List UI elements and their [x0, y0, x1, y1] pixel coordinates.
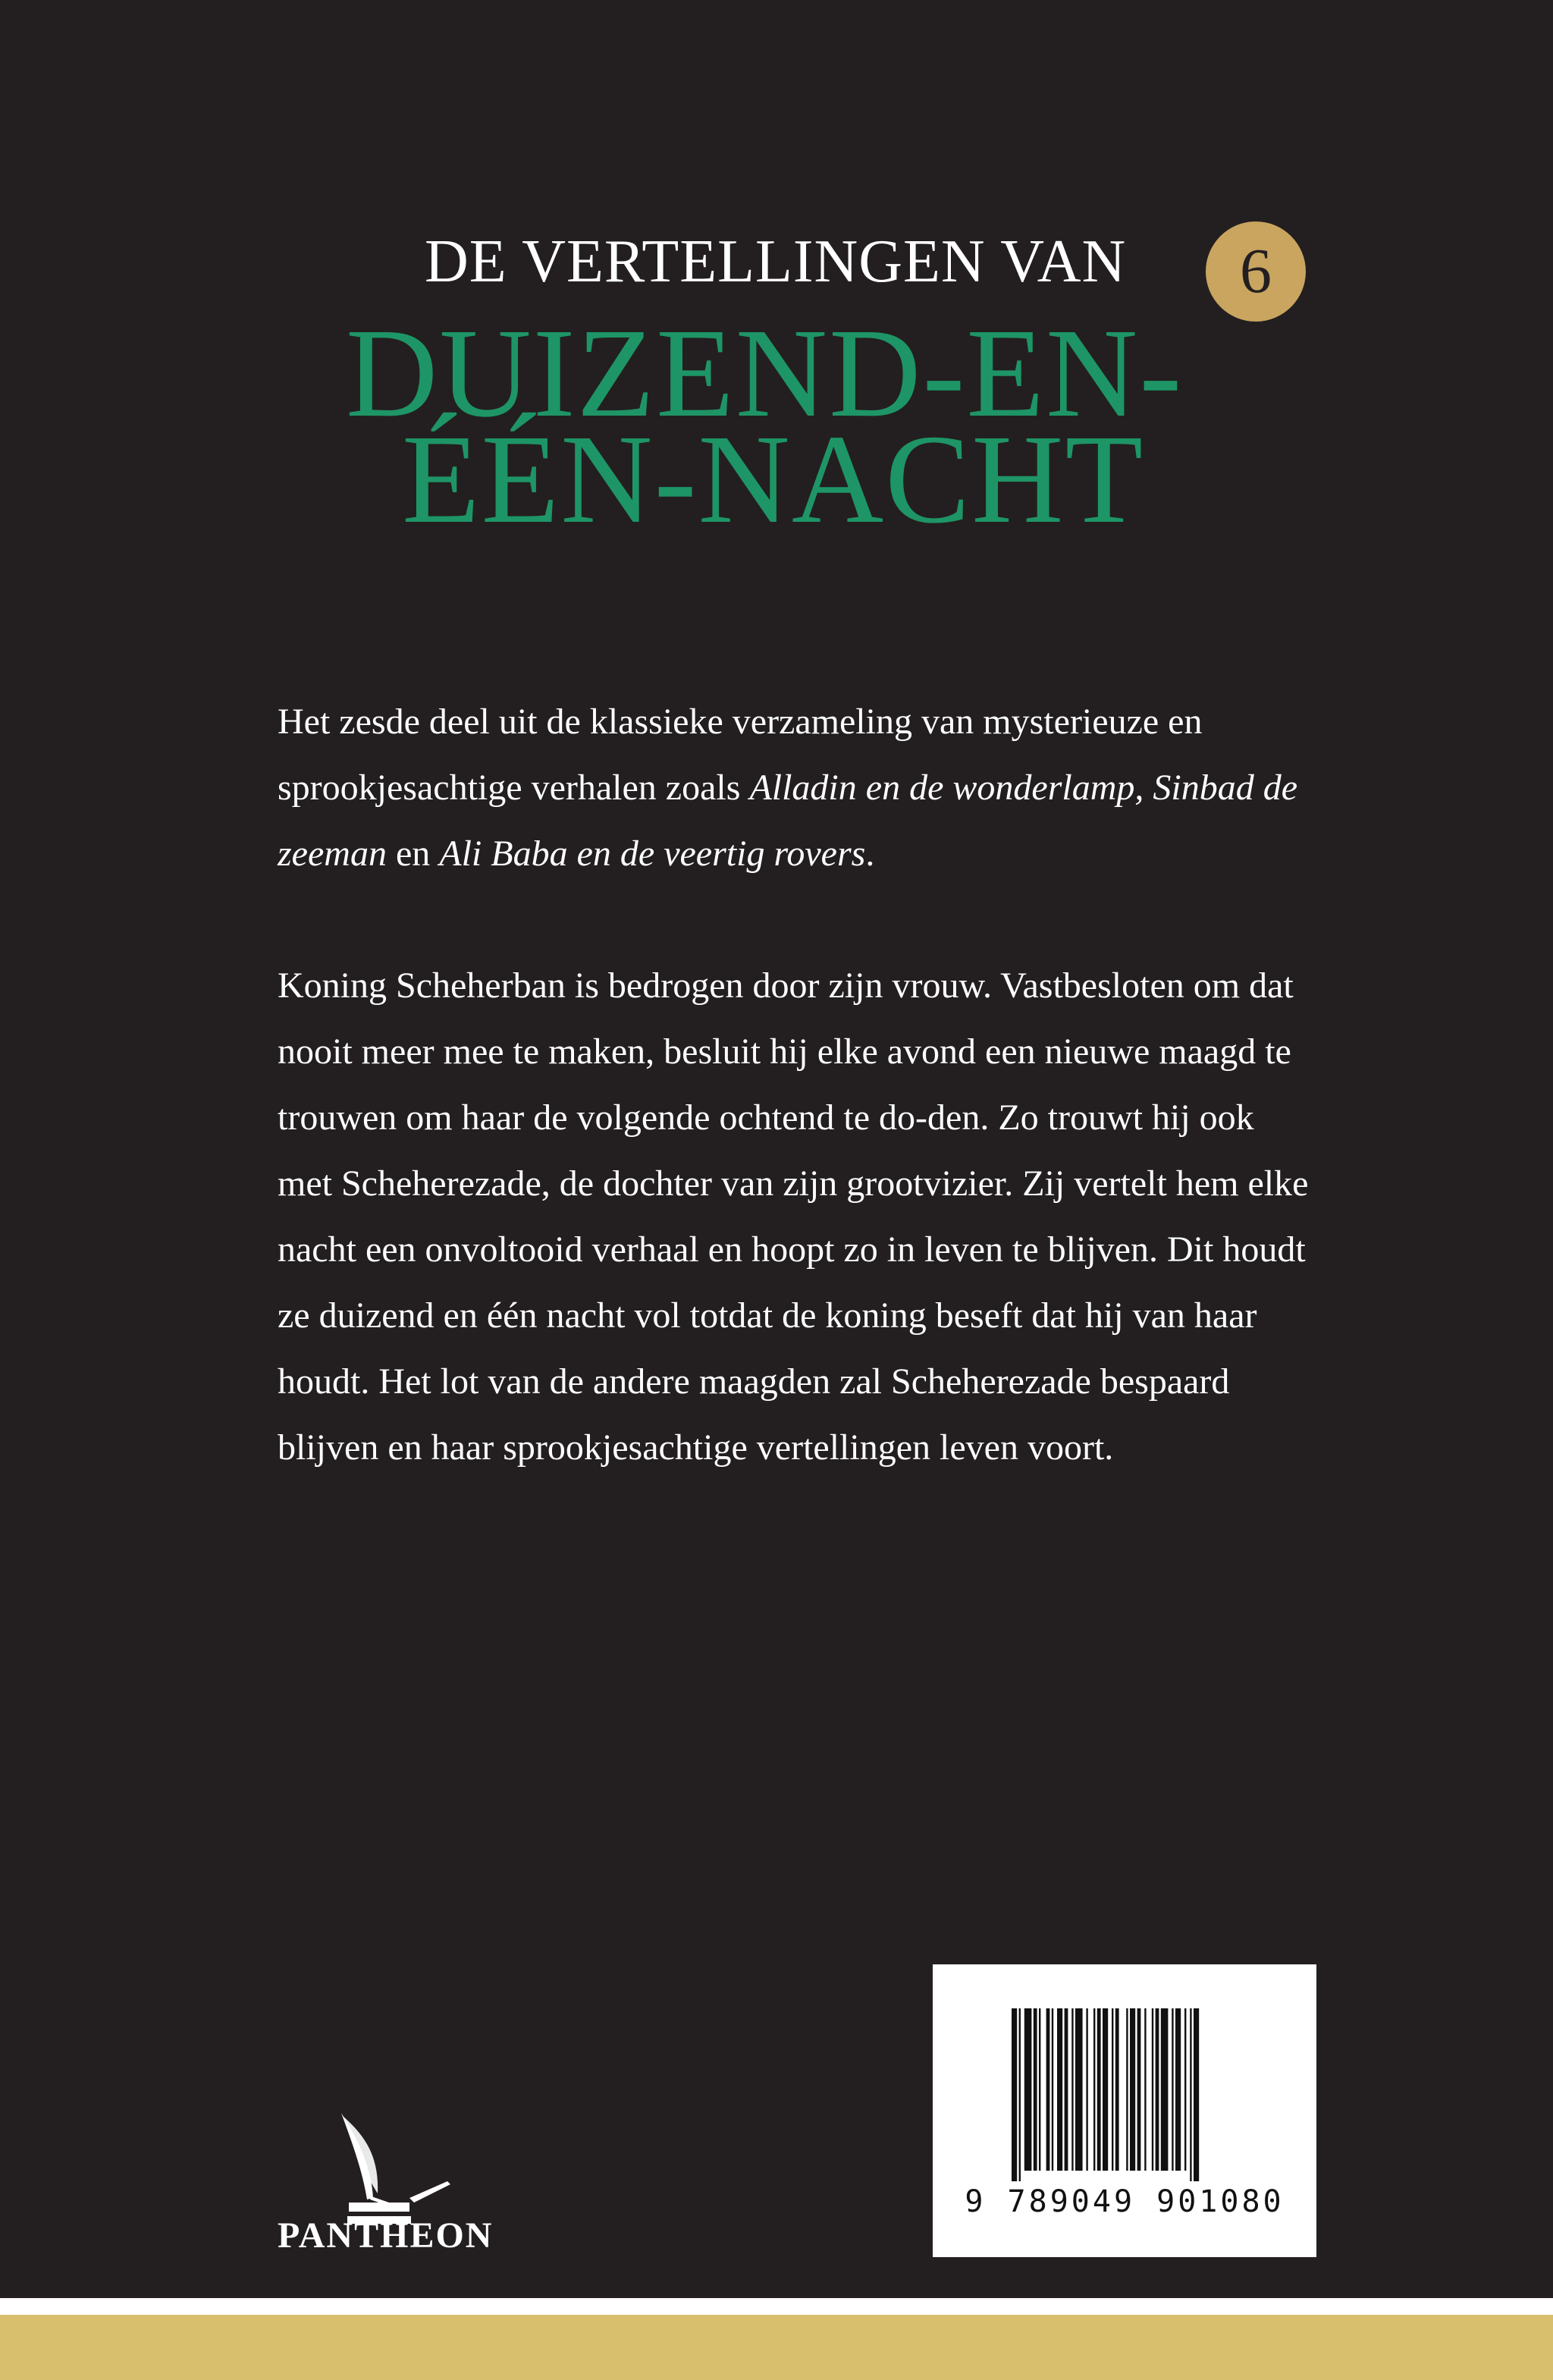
intro-text-1: Het zesde deel uit de klassieke verzameling van mysterieuze en sprookjesachtige verhalen zoals	[278, 702, 1203, 808]
isbn-digits: 9 789049 901080	[965, 2184, 1285, 2219]
barcode-bar	[1075, 2008, 1083, 2171]
intro-text-4: .	[865, 834, 875, 874]
barcode-bar	[1137, 2008, 1141, 2171]
barcode-icon	[1012, 2008, 1238, 2181]
barcode-bar	[1057, 2008, 1062, 2171]
barcode-bar	[1071, 2008, 1073, 2171]
barcode-bar	[1130, 2008, 1135, 2171]
barcode-bar	[1175, 2008, 1181, 2171]
barcode-bar	[1093, 2008, 1095, 2171]
barcode-bar	[1115, 2008, 1119, 2171]
barcode-bar	[1156, 2008, 1159, 2171]
barcode-bar	[1019, 2008, 1021, 2181]
blurb-intro	[278, 689, 1309, 887]
intro-title-ali-baba: Ali Baba en de veertig rovers	[439, 834, 866, 874]
title-line-2: ÉÉN-NACHT	[402, 409, 1145, 550]
barcode-bar	[1152, 2008, 1153, 2171]
barcode-bar	[1190, 2008, 1191, 2181]
barcode-bar	[1112, 2008, 1113, 2171]
barcode-bar	[1012, 2008, 1017, 2181]
barcode-bar	[1194, 2008, 1199, 2181]
title-line-1: DUIZEND-EN-	[346, 303, 1184, 444]
intro-title-sinbad: Sinbad de zeeman	[278, 768, 1298, 874]
blurb-story: Koning Scheherban is bedrogen door zijn vrouw. Vastbesloten om dat nooit meer mee te maken, besluit hij elke avond een nieuwe maagd te trouwen om haar de volgende ochtend te do-den. Zo trouwt hij ook met Scheherezade, de dochter van zijn grootvizier. Zij vertelt hem elke nacht een onvoltooid verhaal en hoopt zo in leven te blijven. Dit houdt ze duizend en één nacht vol totdat de koning beseft dat hij van haar houdt. Het lot van de andere maagden zal Scheherezade bespaard blijven en haar sprookjesachtige vertellingen leven voort.	[278, 966, 1309, 1468]
barcode-bar	[1184, 2008, 1186, 2171]
bottom-white-stripe	[0, 2298, 1553, 2315]
barcode-bar	[1024, 2008, 1032, 2171]
intro-text-3: en	[386, 834, 440, 874]
barcode-bar	[1046, 2008, 1050, 2171]
barcode-bar	[1097, 2008, 1101, 2171]
barcode-bar	[1161, 2008, 1169, 2171]
publisher-name: PANTHEON	[278, 2215, 494, 2256]
intro-title-alladin: Alladin en de wonderlamp,	[749, 768, 1144, 808]
barcode-panel	[933, 1964, 1316, 2257]
barcode-bar	[1126, 2008, 1128, 2171]
barcode-bar	[1103, 2008, 1108, 2171]
series-title: DE VERTELLINGEN VAN	[425, 228, 1127, 295]
intro-text-2	[1144, 768, 1153, 808]
barcode-bar	[1144, 2008, 1146, 2171]
bottom-gold-stripe	[0, 2315, 1553, 2380]
barcode-bar	[1052, 2008, 1053, 2171]
barcode-bar	[1172, 2008, 1173, 2171]
barcode-bar	[1034, 2008, 1037, 2171]
barcode-bar	[1039, 2008, 1040, 2171]
barcode-bar	[1065, 2008, 1068, 2171]
barcode-bar	[1086, 2008, 1087, 2171]
volume-number-badge: 6	[1206, 221, 1306, 322]
